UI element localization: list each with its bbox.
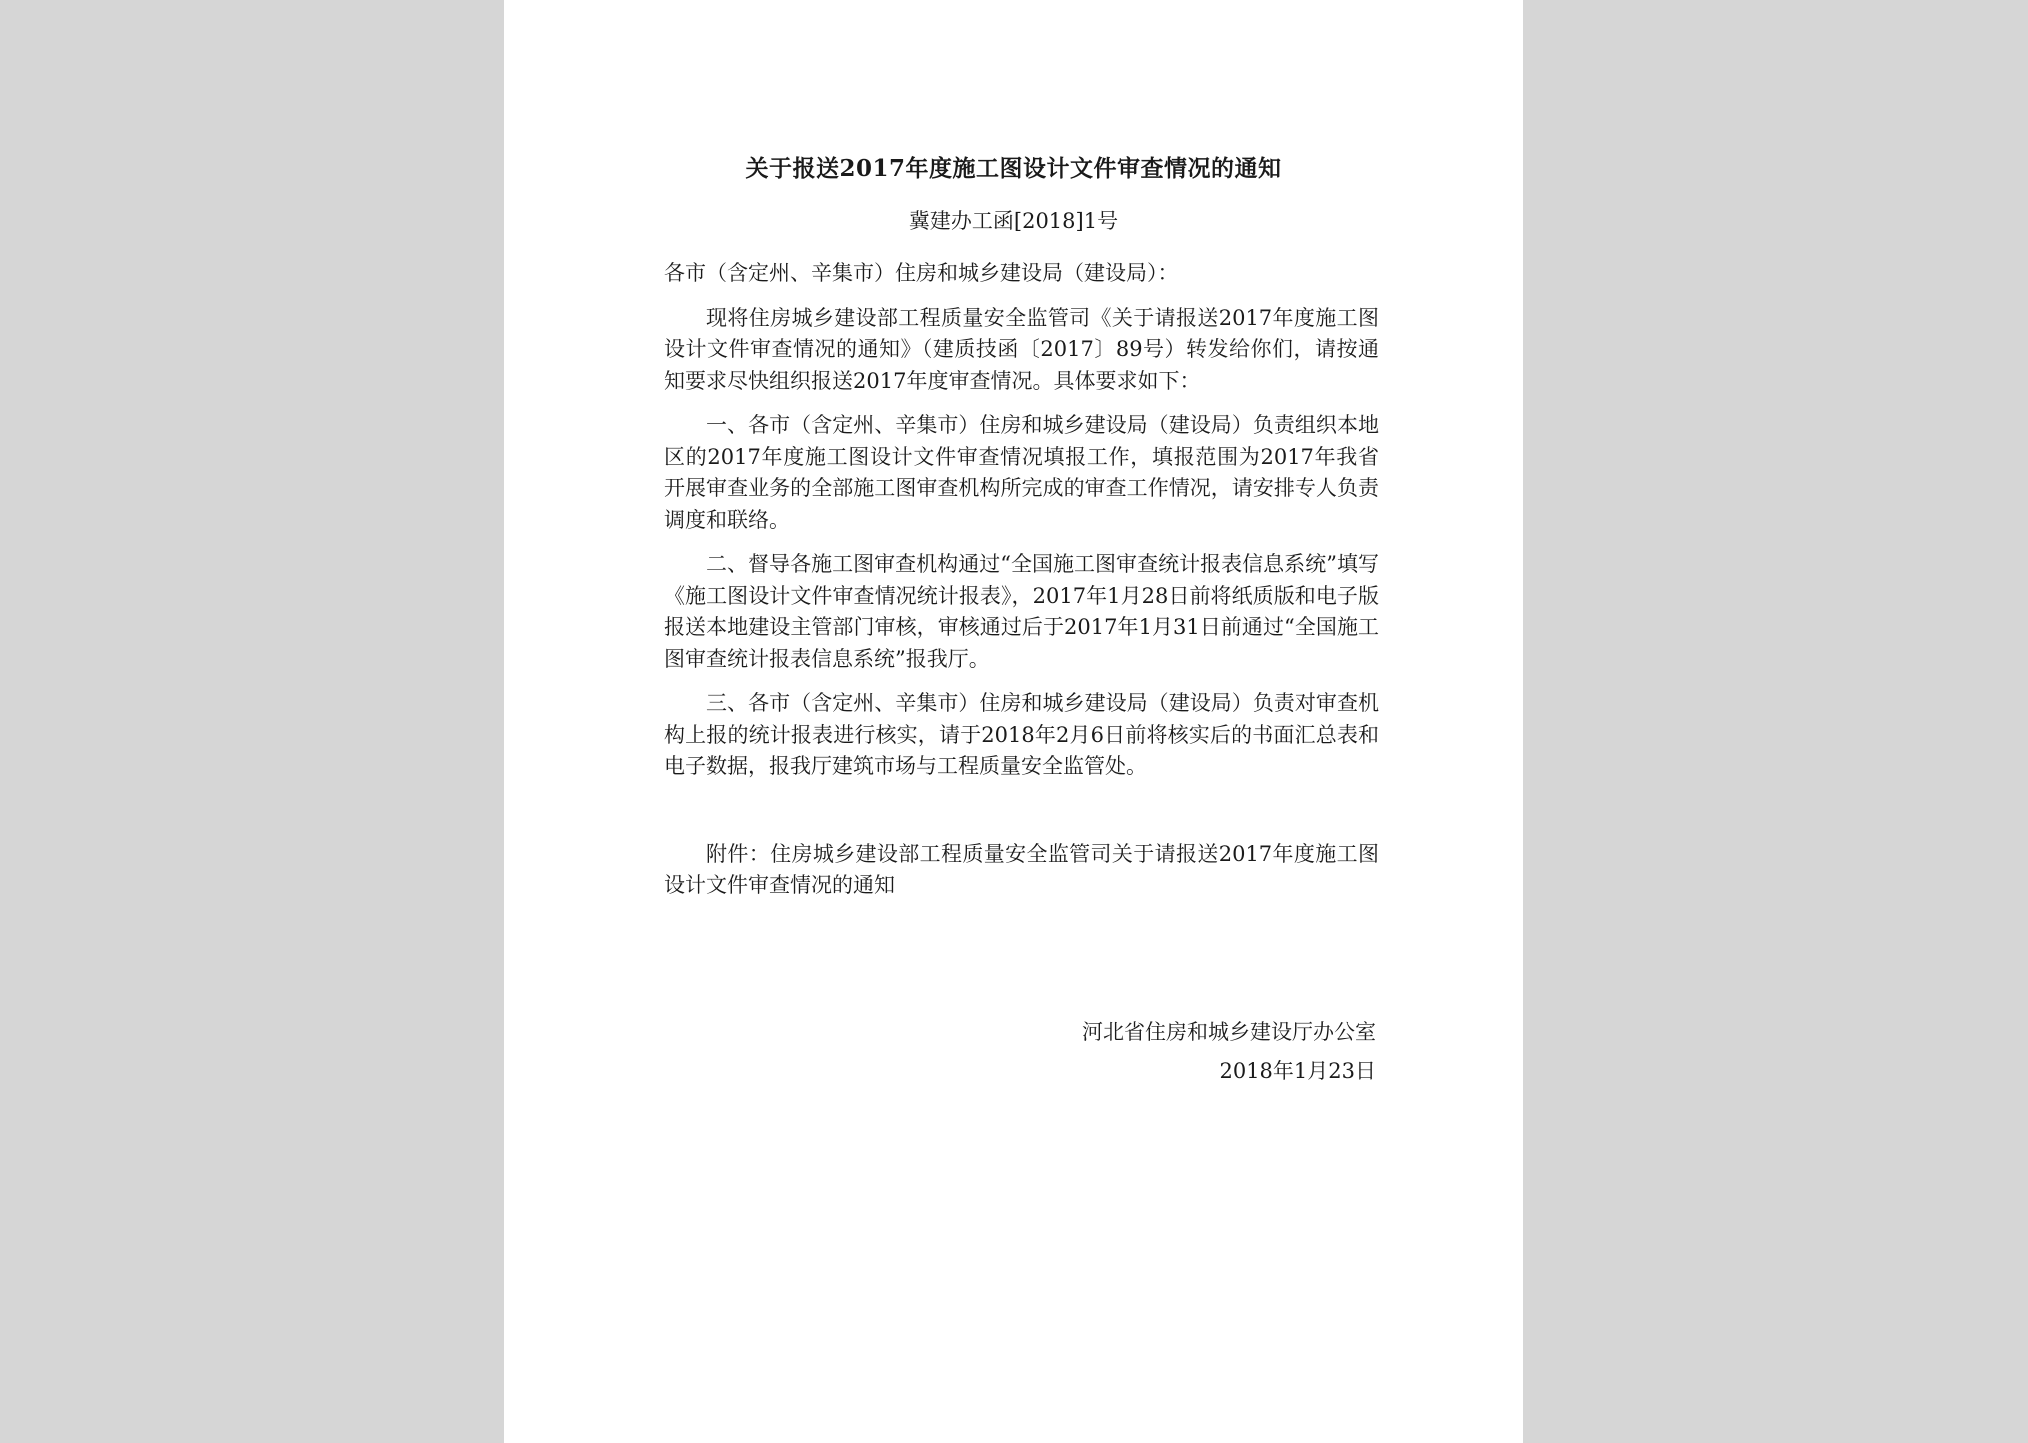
document-number: 冀建办工函[2018]1号 bbox=[908, 209, 1119, 233]
document-title: 关于报送2017年度施工图设计文件审查情况的通知 bbox=[745, 155, 1282, 182]
paragraph-item-3: 三、各市（含定州、辛集市）住房和城乡建设局（建设局）负责对审查机构上报的统计报表进行核实，请于2018年2月6日前将核实后的书面汇总表和电子数据，报我厅建筑市场与工程质量安全监管处。 bbox=[664, 691, 1379, 778]
signature-date: 2018年1月23日 bbox=[1219, 1059, 1376, 1083]
document-page bbox=[504, 0, 1523, 1443]
paragraph-item-1: 一、各市（含定州、辛集市）住房和城乡建设局（建设局）负责组织本地区的2017年度施工图设计文件审查情况填报工作，填报范围为2017年我省开展审查业务的全部施工图审查机构所完成的审查工作情况，请安排专人负责调度和联络。 bbox=[664, 413, 1379, 532]
paragraph-item-2: 二、督导各施工图审查机构通过“全国施工图审查统计报表信息系统”填写《施工图设计文件审查情况统计报表》，2017年1月28日前将纸质版和电子版报送本地建设主管部门审核，审核通过后于2017年1月31日前通过“全国施工图审查统计报表信息系统”报我厅。 bbox=[664, 552, 1379, 671]
paragraph-intro: 现将住房城乡建设部工程质量安全监管司《关于请报送2017年度施工图设计文件审查情况的通知》（建质技函〔2017〕89号）转发给你们，请按通知要求尽快组织报送2017年度审查情况。具体要求如下： bbox=[664, 305, 1379, 393]
salutation: 各市（含定州、辛集市）住房和城乡建设局（建设局）： bbox=[664, 261, 1179, 285]
signature-organization: 河北省住房和城乡建设厅办公室 bbox=[1082, 1020, 1376, 1044]
document-body bbox=[664, 258, 1379, 902]
attachment-note: 附件：住房城乡建设部工程质量安全监管司关于请报送2017年度施工图设计文件审查情况的通知 bbox=[664, 841, 1379, 897]
